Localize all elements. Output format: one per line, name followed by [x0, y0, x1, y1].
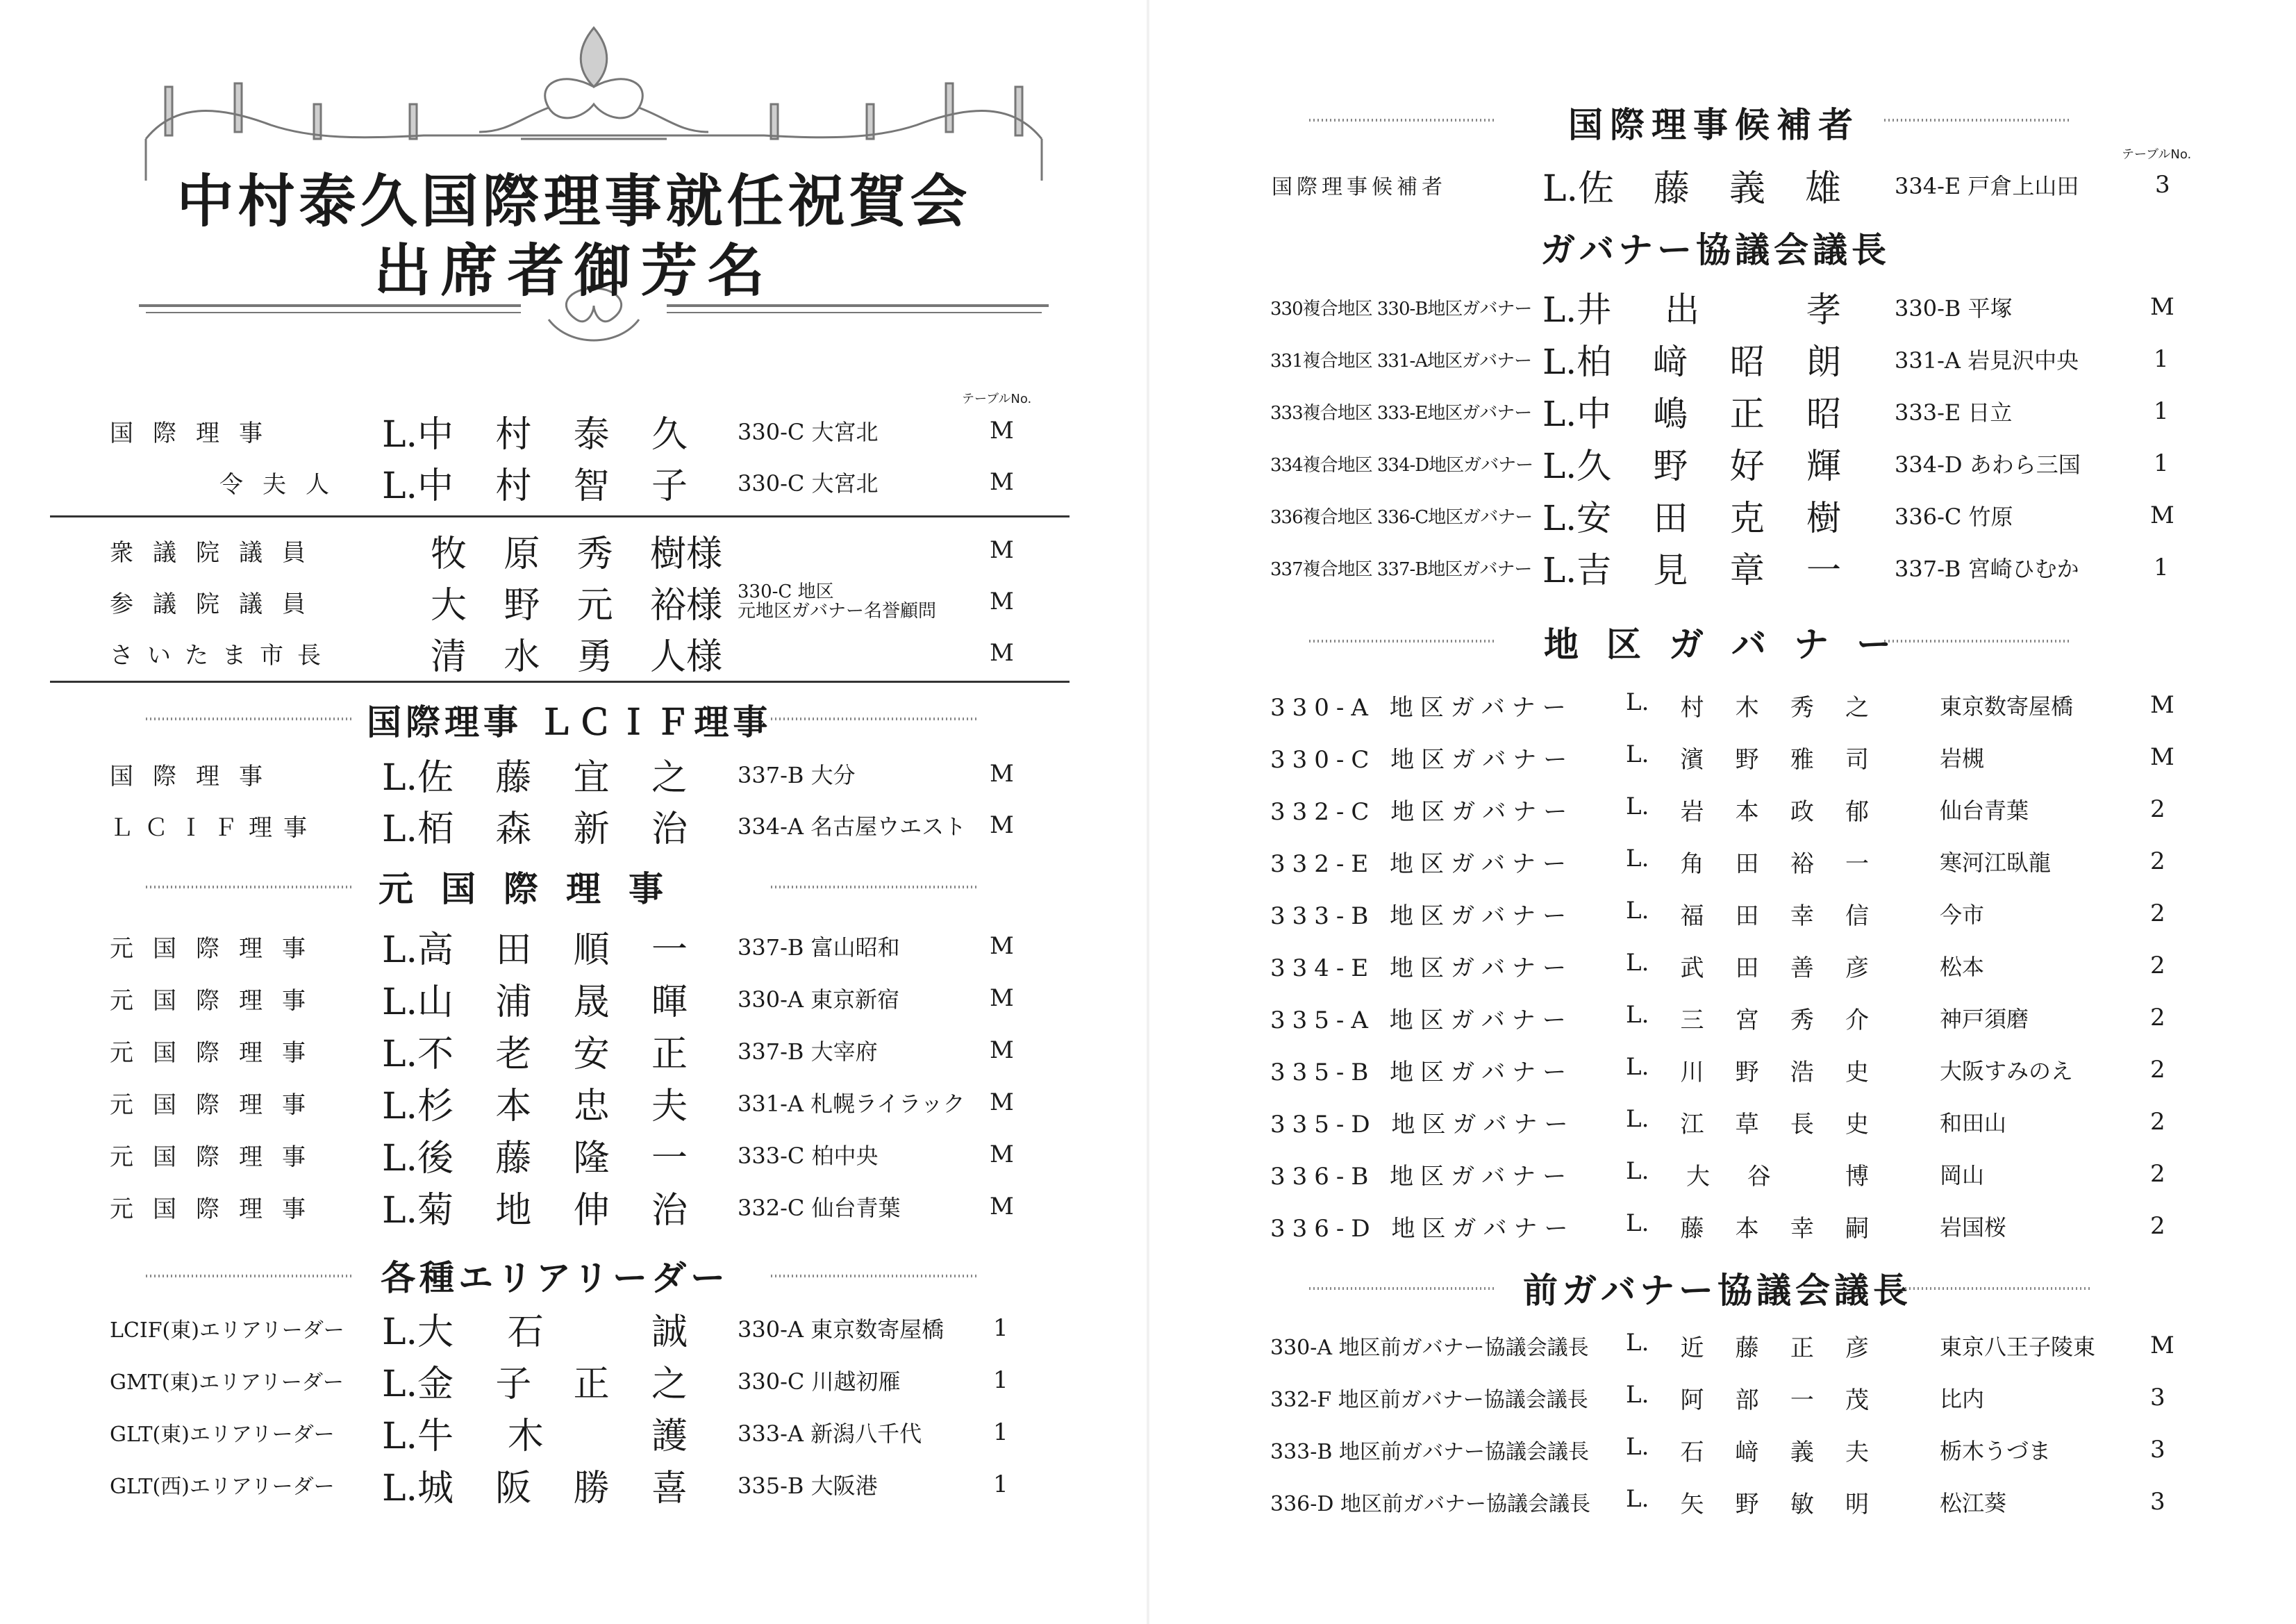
guest-name: 牧 原 秀 樹様	[431, 533, 722, 575]
club-name: 岩槻	[1940, 745, 1985, 772]
role-label: 元国際理事	[110, 934, 325, 963]
right-page	[1148, 0, 2296, 1624]
page-subtitle: 出席者御芳名	[374, 238, 774, 304]
table-number: 1	[993, 1366, 1008, 1394]
role-label: 334複合地区 334-D地区ガバナー	[1270, 454, 1533, 476]
role-label: 336-D 地区前ガバナー協議会議長	[1270, 1492, 1590, 1516]
list-item	[1148, 683, 2296, 727]
list-item	[0, 1410, 1148, 1455]
table-number-label: テーブルNo.	[2122, 147, 2192, 162]
attendee-name: L. 角 田 裕 一	[1626, 844, 1869, 878]
attendee-name: L.後 藤 隆 一	[382, 1137, 688, 1179]
table-number: 3	[2150, 1436, 2165, 1464]
table-number: M	[990, 1193, 1014, 1220]
club-name: 337-B 大宰府	[738, 1038, 878, 1065]
table-number: M	[990, 417, 1014, 445]
table-number: M	[990, 468, 1014, 496]
attendee-name: L.久 野 好 輝	[1542, 446, 1841, 486]
role-label: 令夫人	[219, 470, 349, 499]
table-number: M	[990, 811, 1014, 839]
role-label: 336-B 地区ガバナー	[1270, 1162, 1574, 1191]
list-item	[0, 1306, 1148, 1353]
section-title: 地区ガバナー	[1544, 624, 1919, 665]
club-name: 337-B 富山昭和	[738, 934, 900, 961]
table-number: 1	[2154, 449, 2169, 477]
attendee-name: L. 濱 野 雅 司	[1626, 740, 1869, 774]
dotted-rule	[771, 715, 979, 722]
attendee-name: L.杉 本 忠 夫	[382, 1085, 688, 1127]
table-number: M	[990, 588, 1014, 615]
attendee-name: L. 村 木 秀 之	[1626, 688, 1869, 722]
role-label: 元国際理事	[110, 1091, 325, 1119]
club-name: 331-A 札幌ライラック	[738, 1091, 965, 1117]
list-item	[0, 1184, 1148, 1232]
attendee-name: L.栢 森 新 治	[382, 808, 688, 850]
role-label: ＬＣＩＦ理事	[110, 813, 318, 842]
club-name: 栃木うづま	[1940, 1438, 2052, 1464]
attendee-name: L. 川 野 浩 史	[1626, 1052, 1869, 1086]
table-number: M	[990, 1036, 1014, 1064]
table-number: 1	[993, 1314, 1008, 1342]
section-title: ガバナー協議会議長	[1540, 229, 1890, 270]
dotted-rule	[146, 1273, 354, 1279]
table-number: M	[2150, 502, 2174, 529]
table-number: M	[2150, 1332, 2174, 1359]
attendee-name: L. 矢 野 敏 明	[1626, 1484, 1869, 1518]
list-item	[1148, 995, 2296, 1040]
list-item	[1148, 1047, 2296, 1092]
section-title: 前ガバナー協議会議長	[1523, 1270, 1912, 1311]
club-name: 333-A 新潟八千代	[738, 1420, 922, 1447]
guest-name: 大 野 元 裕様	[431, 584, 722, 627]
list-item	[1148, 163, 2296, 210]
table-number: 2	[2150, 847, 2165, 875]
table-number: 3	[2155, 171, 2170, 199]
list-item	[0, 976, 1148, 1023]
club-name: 331-A 岩見沢中央	[1895, 347, 2079, 374]
table-number: M	[990, 639, 1014, 667]
attendee-name: L.安 田 克 樹	[1542, 498, 1841, 538]
role-label: 337複合地区 337-B地区ガバナー	[1270, 558, 1532, 580]
list-item	[1148, 1323, 2296, 1368]
attendee-name: L.吉 見 章 一	[1542, 550, 1841, 590]
club-name: 東京八王子陵東	[1940, 1334, 2096, 1360]
club-name: 神戸須磨	[1940, 1006, 2029, 1032]
attendee-name: L.井 出 孝	[1542, 290, 1841, 330]
role-label: さいたま市長	[110, 641, 335, 670]
list-item	[1148, 891, 2296, 936]
role-label: LCIF(東)エリアリーダー	[110, 1318, 344, 1343]
role-label: 333-B 地区前ガバナー協議会議長	[1270, 1440, 1589, 1464]
role-label: 331複合地区 331-A地区ガバナー	[1270, 350, 1532, 372]
club-name: 寒河江臥龍	[1940, 850, 2052, 876]
role-label: 元国際理事	[110, 1143, 325, 1171]
club-name: 330-B 平塚	[1895, 295, 2013, 322]
role-label: 334-E 地区ガバナー	[1270, 954, 1574, 982]
club-name: 337-B 大分	[738, 762, 856, 788]
section-title: 国際理事 ＬＣＩＦ理事	[367, 702, 772, 743]
dotted-rule	[771, 1273, 979, 1279]
table-number: M	[990, 1088, 1014, 1116]
table-number: 2	[2150, 1004, 2165, 1031]
list-item	[1148, 441, 2296, 486]
attendee-name: L. 石 﨑 義 夫	[1626, 1432, 1869, 1466]
role-label: 333複合地区 333-E地区ガバナー	[1270, 402, 1532, 424]
attendee-name: L. 大 谷 博	[1626, 1157, 1869, 1191]
divider	[50, 515, 1070, 517]
club-name: 仙台青葉	[1940, 797, 2029, 824]
list-item	[0, 408, 1148, 456]
club-name: 336-C 竹原	[1895, 504, 2013, 530]
divider	[50, 681, 1070, 683]
attendee-name: L.大 石 誠	[382, 1311, 688, 1353]
page-title: 中村泰久国際理事就任祝賀会	[176, 168, 972, 235]
attendee-name: L. 阿 部 一 茂	[1626, 1380, 1869, 1414]
dotted-rule	[1884, 117, 2072, 124]
club-name: 比内	[1940, 1386, 1985, 1412]
club-name: 334-E 戸倉上山田	[1895, 173, 2079, 199]
club-name: 東京数寄屋橋	[1940, 693, 2074, 720]
list-item	[0, 631, 1148, 678]
attendee-name: L.高 田 順 一	[382, 929, 688, 971]
table-number: M	[990, 760, 1014, 788]
table-number: 2	[2150, 900, 2165, 927]
list-item	[1148, 1427, 2296, 1472]
role-label: 330-C 地区ガバナー	[1270, 745, 1574, 774]
list-item	[1148, 1100, 2296, 1144]
role-label: 333-B 地区ガバナー	[1270, 902, 1574, 930]
list-item	[1148, 1375, 2296, 1420]
list-item	[0, 528, 1148, 575]
list-item	[1148, 285, 2296, 329]
list-item	[1148, 1152, 2296, 1196]
dotted-rule	[146, 884, 354, 890]
club-name: 330-C 地区 元地区ガバナー名誉顧問	[738, 581, 937, 622]
list-item	[0, 1462, 1148, 1507]
club-name: 松江葵	[1940, 1490, 2007, 1516]
role-label: 330複合地区 330-B地区ガバナー	[1270, 298, 1532, 320]
section-title: 各種エリアリーダー	[381, 1257, 729, 1298]
table-number: 2	[2150, 1160, 2165, 1188]
role-label: 衆議院議員	[110, 538, 325, 567]
role-label: 元国際理事	[110, 1038, 325, 1067]
attendee-name: L. 江 草 長 史	[1626, 1104, 1869, 1138]
table-number: M	[2150, 691, 2174, 719]
club-name: 和田山	[1940, 1110, 2007, 1136]
dotted-rule	[1905, 1285, 2093, 1292]
attendee-name: L.佐 藤 宜 之	[382, 756, 688, 799]
role-label: 336複合地区 336-C地区ガバナー	[1270, 506, 1533, 528]
role-label: 330-A 地区前ガバナー協議会議長	[1270, 1336, 1589, 1360]
list-item	[1148, 1204, 2296, 1248]
club-name: 333-C 柏中央	[738, 1143, 879, 1169]
list-item	[0, 803, 1148, 850]
table-number: M	[990, 984, 1014, 1012]
table-number: 2	[2150, 795, 2165, 823]
table-number: 1	[2154, 345, 2169, 373]
list-item	[1148, 839, 2296, 884]
attendee-name: L. 武 田 善 彦	[1626, 948, 1869, 982]
guest-name: 清 水 勇 人様	[431, 636, 722, 678]
table-number: 3	[2150, 1384, 2165, 1411]
role-label: GLT(西)エリアリーダー	[110, 1475, 335, 1499]
list-item	[0, 460, 1148, 507]
list-item	[1148, 389, 2296, 433]
table-number: 1	[2154, 397, 2169, 425]
list-item	[1148, 337, 2296, 381]
attendee-name: L.金 子 正 之	[382, 1363, 688, 1405]
club-name: 330-A 東京新宿	[738, 986, 900, 1013]
dotted-rule	[146, 715, 354, 722]
table-number: 1	[2154, 554, 2169, 581]
attendee-name: L.菊 地 伸 治	[382, 1189, 688, 1232]
table-number: 2	[2150, 1212, 2165, 1240]
club-name: 330-C 川越初雁	[738, 1368, 901, 1395]
attendee-name: L.不 老 安 正	[382, 1033, 688, 1075]
club-name: 334-D あわら三国	[1895, 451, 2081, 478]
club-name: 岡山	[1940, 1162, 1985, 1188]
table-number: 2	[2150, 1056, 2165, 1084]
table-number: M	[2150, 293, 2174, 321]
attendee-name: L.牛 木 護	[382, 1415, 688, 1457]
club-name: 337-B 宮崎ひむか	[1895, 556, 2079, 582]
role-label: 国際理事	[110, 419, 282, 447]
list-item	[0, 1132, 1148, 1177]
role-label: GMT(東)エリアリーダー	[110, 1370, 344, 1395]
section-title: 国際理事候補者	[1568, 104, 1860, 145]
role-label: 国際理事候補者	[1272, 175, 1447, 199]
role-label: 332-C 地区ガバナー	[1270, 797, 1574, 826]
list-item	[1148, 545, 2296, 590]
club-name: 332-C 仙台青葉	[738, 1195, 901, 1221]
attendee-name: L.城 阪 勝 喜	[382, 1467, 688, 1509]
attendee-name: L.柏 﨑 昭 朗	[1542, 342, 1841, 382]
role-label: 336-D 地区ガバナー	[1270, 1214, 1575, 1243]
table-number: 1	[993, 1418, 1008, 1446]
role-label: 元国際理事	[110, 986, 325, 1015]
dotted-rule	[1309, 1285, 1497, 1292]
attendee-name: L. 岩 本 政 郁	[1626, 792, 1869, 826]
role-label: 335-D 地区ガバナー	[1270, 1110, 1575, 1138]
list-item	[1148, 787, 2296, 831]
table-number: 3	[2150, 1488, 2165, 1516]
dotted-rule	[1884, 638, 2072, 645]
role-label: 国際理事	[110, 762, 282, 790]
table-number-label: テーブルNo.	[962, 392, 1032, 406]
club-name: 今市	[1940, 902, 1985, 928]
role-label: 335-B 地区ガバナー	[1270, 1058, 1574, 1086]
attendee-name: L.山 浦 晟 暉	[382, 981, 688, 1023]
table-number: 1	[993, 1470, 1008, 1498]
attendee-name: L.中 村 泰 久	[382, 413, 688, 456]
club-name: 松本	[1940, 954, 1985, 980]
role-label: 332-E 地区ガバナー	[1270, 850, 1574, 878]
club-name: 岩国桜	[1940, 1214, 2007, 1241]
club-name: 大阪すみのえ	[1940, 1058, 2074, 1084]
table-number: M	[990, 536, 1014, 564]
club-name: 335-B 大阪港	[738, 1473, 878, 1499]
dotted-rule	[771, 884, 979, 890]
club-name: 334-A 名古屋ウエスト	[738, 813, 967, 840]
list-item	[1148, 735, 2296, 779]
attendee-name: L. 福 田 幸 信	[1626, 896, 1869, 930]
list-item	[0, 924, 1148, 971]
list-item	[1148, 1480, 2296, 1524]
list-item	[0, 1358, 1148, 1405]
table-number: M	[2150, 743, 2174, 771]
table-number: M	[990, 932, 1014, 960]
list-item	[1148, 943, 2296, 988]
list-item	[1148, 493, 2296, 538]
attendee-name: L. 近 藤 正 彦	[1626, 1328, 1869, 1362]
dotted-rule	[1309, 117, 1497, 124]
list-item	[0, 579, 1148, 627]
list-item	[0, 1028, 1148, 1075]
section-title: 元国際理事	[378, 868, 691, 909]
attendee-name: L. 藤 本 幸 嗣	[1626, 1209, 1869, 1243]
table-number: 2	[2150, 952, 2165, 979]
role-label: 335-A 地区ガバナー	[1270, 1006, 1573, 1034]
list-item	[0, 752, 1148, 799]
club-name: 333-E 日立	[1895, 399, 2013, 426]
role-label: GLT(東)エリアリーダー	[110, 1423, 335, 1447]
role-label: 参議院議員	[110, 590, 325, 618]
attendee-name: L. 三 宮 秀 介	[1626, 1000, 1869, 1034]
dotted-rule	[1309, 638, 1497, 645]
role-label: 元国際理事	[110, 1195, 325, 1223]
attendee-name: L.佐 藤 義 雄	[1542, 167, 1841, 210]
table-number: M	[990, 1141, 1014, 1168]
role-label: 332-F 地区前ガバナー協議会議長	[1270, 1388, 1588, 1412]
attendee-name: L.中 村 智 子	[382, 465, 688, 507]
club-name: 330-A 東京数寄屋橋	[738, 1316, 945, 1343]
club-name: 330-C 大宮北	[738, 419, 879, 445]
role-label: 330-A 地区ガバナー	[1270, 693, 1573, 722]
attendee-name: L.中 嶋 正 昭	[1542, 394, 1841, 434]
list-item	[0, 1080, 1148, 1125]
club-name: 330-C 大宮北	[738, 470, 879, 497]
table-number: 2	[2150, 1108, 2165, 1136]
